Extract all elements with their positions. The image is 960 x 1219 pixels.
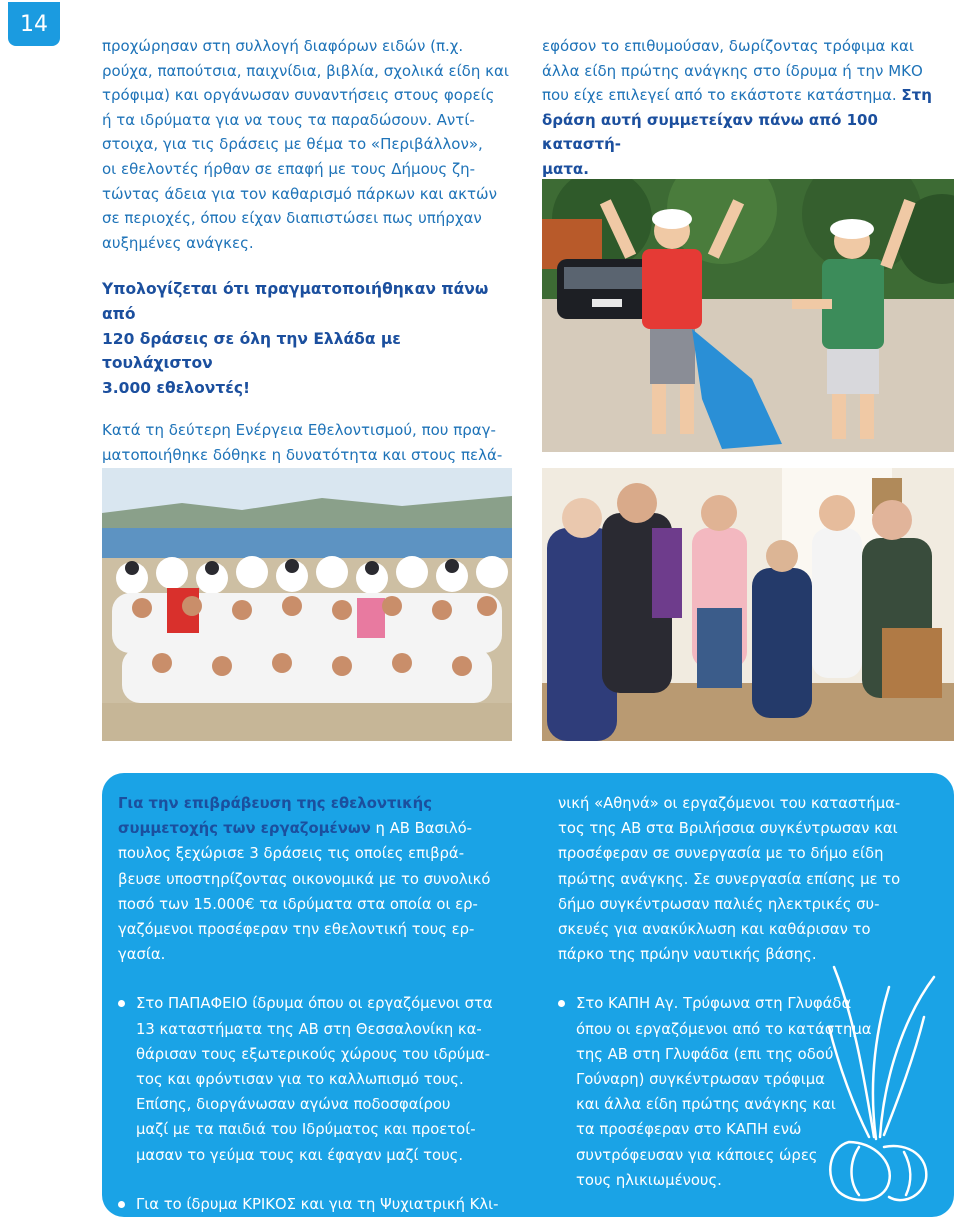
box-heading: Για την επιβράβευση της εθελοντικής — [118, 795, 432, 812]
text-line: η ΑΒ Βασιλό- — [370, 820, 473, 838]
text-line: γασία. — [118, 946, 166, 964]
text-line: θάρισαν τους εξωτερικούς χώρους του ιδρύμα- — [136, 1045, 490, 1063]
page-number: 14 — [8, 2, 60, 46]
bold-text: δράση αυτή συμμετείχαν πάνω από 100 καταστή- — [542, 110, 878, 154]
text-line: Επίσης, διοργάνωσαν αγώνα ποδοσφαίρου — [136, 1096, 451, 1114]
text-line: ποσό των 15.000€ τα ιδρύματα στα οποία οι ερ- — [118, 895, 478, 913]
beach-group-photo — [102, 468, 512, 741]
text-line: οι εθελοντές ήρθαν σε επαφή με τους Δήμους ζη- — [102, 159, 476, 178]
text-line: ρούχα, παπούτσια, παιχνίδια, βιβλία, σχολικά είδη και — [102, 61, 509, 80]
onion-illustration-icon — [814, 957, 944, 1211]
text-line: της ΑΒ στη Γλυφάδα (επι της οδού — [576, 1045, 834, 1063]
text-line: Κατά τη δεύτερη Ενέργεια Εθελοντισμού, που πραγ- — [102, 421, 496, 440]
text-line: βευσε υποστηρίζοντας οικονομικά με το συνολικό — [118, 870, 491, 888]
bold-text: Στη — [901, 86, 932, 105]
text-line: τώντας άδεια για τον καθαρισμό πάρκων και ακτών — [102, 184, 497, 203]
text-line: 120 δράσεις σε όλη την Ελλάδα με τουλάχιστον — [102, 329, 401, 373]
volunteer-stats-highlight — [102, 277, 512, 400]
donation-paragraph — [542, 34, 952, 182]
text-line: τος και φρόντισαν για το καλλωπισμό τους. — [136, 1071, 464, 1089]
text-line: προσέφεραν σε συνεργασία με το δήμο είδη — [558, 845, 884, 863]
text-line: Στο ΠΑΠΑΦΕΙΟ ίδρυμα όπου οι εργαζόμενοι στα — [136, 995, 493, 1013]
text-line: δήμο συγκέντρωσαν παλιές ηλεκτρικές συ- — [558, 895, 880, 913]
text-line: Για το ίδρυμα ΚΡΙΚΟΣ και για τη Ψυχιατρική Κλι- — [136, 1195, 499, 1213]
text-line: Στο ΚΑΠΗ Αγ. Τρύφωνα στη Γλυφάδα — [576, 995, 852, 1013]
kids-cleanup-photo — [542, 179, 954, 452]
text-line: Γούναρη) συγκέντρωσαν τρόφιμα — [576, 1071, 825, 1089]
award-info-box — [102, 773, 954, 1217]
text-line: συντρόφευσαν για κάποιες ώρες — [576, 1146, 818, 1164]
text-line: τρόφιμα) και οργάνωσαν συναντήσεις στους φορείς — [102, 86, 495, 105]
text-line: πρώτης ανάγκης. Σε συνεργασία επίσης με το — [558, 870, 901, 888]
text-line: μαζί με τα παιδιά του Ιδρύματος και προετοί- — [136, 1121, 476, 1139]
box-heading: συμμετοχής των εργαζομένων — [118, 820, 371, 838]
elderly-home-photo — [542, 468, 954, 741]
text-line: πουλος ξεχώρισε 3 δράσεις τις οποίες επιβρά- — [118, 845, 465, 863]
text-line: άλλα είδη πρώτης ανάγκης στο ίδρυμα ή την ΜΚΟ — [542, 61, 923, 80]
text-line: στοιχα, για τις δράσεις με θέμα το «Περιβάλλον», — [102, 135, 483, 154]
text-line: τα προσέφεραν στο ΚΑΠΗ ενώ — [576, 1121, 802, 1139]
right-column — [542, 34, 952, 182]
box-left-column — [118, 791, 518, 1217]
text-line: προχώρησαν στη συλλογή διαφόρων ειδών (π.χ. — [102, 37, 464, 55]
text-line: πάρκο της πρώην ναυτικής βάσης. — [558, 946, 817, 964]
text-line: μασαν το γεύμα τους και έφαγαν μαζί τους. — [136, 1146, 464, 1164]
krikos-continuation — [558, 791, 938, 967]
text-line: εφόσον το επιθυμούσαν, δωρίζοντας τρόφιμα και — [542, 37, 915, 55]
text-line: αυξημένες ανάγκες. — [102, 233, 254, 252]
bold-text: ματα. — [542, 159, 589, 178]
text-line: ματοποιήθηκε δόθηκε η δυνατότητα και στους πελά- — [102, 445, 503, 464]
text-line: τος της ΑΒ στα Βριλήσσια συγκέντρωσαν και — [558, 820, 898, 838]
intro-paragraph — [102, 34, 512, 255]
bullet-papafeio — [118, 991, 518, 1167]
left-column — [102, 34, 512, 492]
text-line: που είχε επιλεγεί από το εκάστοτε κατάστημα. — [542, 86, 897, 105]
text-line: και άλλα είδη πρώτης ανάγκης και — [576, 1096, 836, 1114]
award-intro — [118, 791, 518, 967]
text-line: 3.000 εθελοντές! — [102, 378, 251, 397]
text-line: σε περιοχές, όπου είχαν διαπιστώσει πως υπήρχαν — [102, 209, 482, 228]
text-line: σκευές για ανακύκλωση και καθάρισαν το — [558, 921, 871, 939]
text-line: ή τα ιδρύματα για να τους τα παραδώσουν. Αντί- — [102, 110, 475, 129]
text-line: τους ηλικιωμένους. — [576, 1171, 722, 1189]
text-line: 13 καταστήματα της ΑΒ στη Θεσσαλονίκη κα- — [136, 1020, 482, 1038]
text-line: γαζόμενοι προσέφεραν την εθελοντική τους ερ- — [118, 921, 475, 939]
bullet-krikos — [118, 1192, 518, 1217]
text-line: όπου οι εργαζόμενοι από το κατάστημα — [576, 1020, 872, 1038]
text-line: νική «Αθηνά» οι εργαζόμενοι του καταστήμα- — [558, 795, 901, 812]
text-line: Υπολογίζεται ότι πραγματοποιήθηκαν πάνω από — [102, 280, 489, 323]
